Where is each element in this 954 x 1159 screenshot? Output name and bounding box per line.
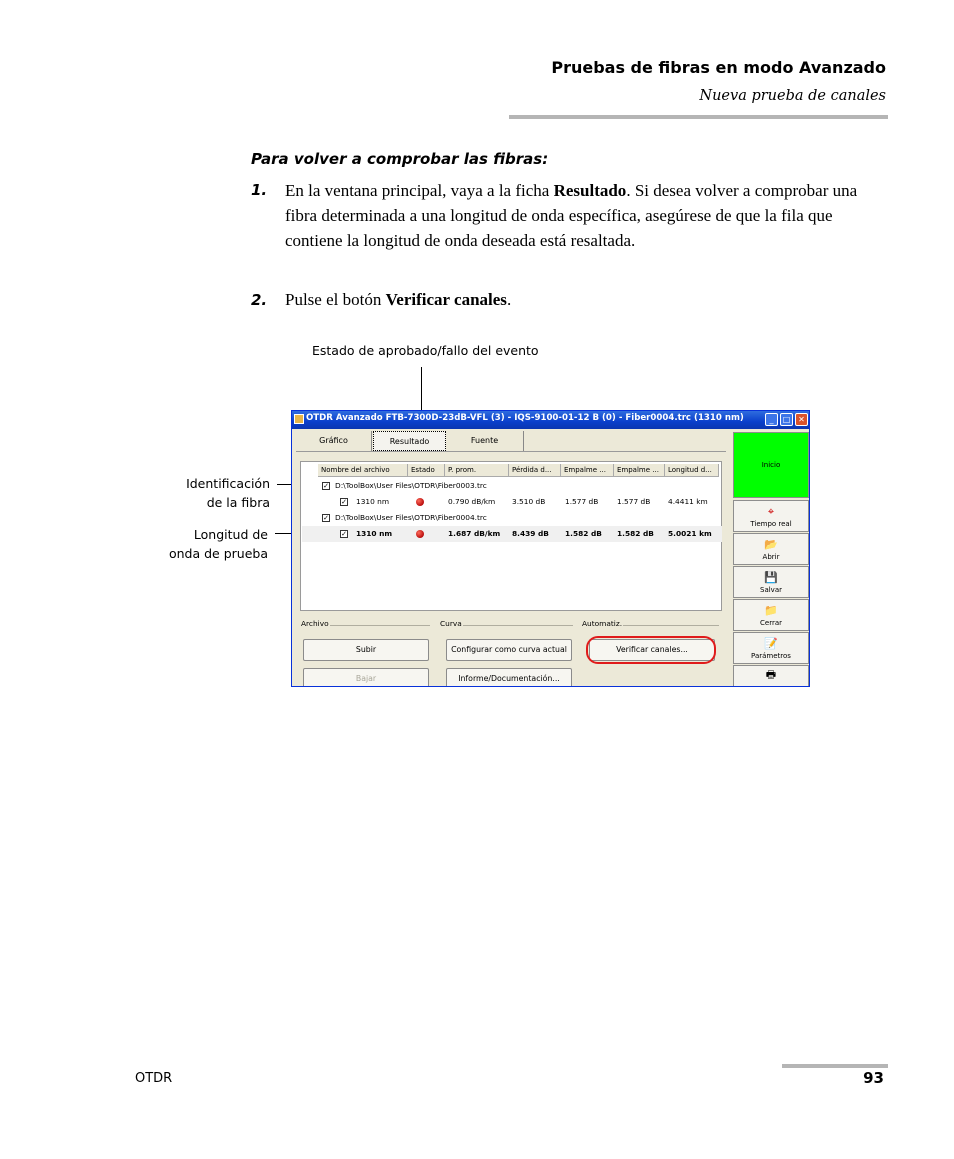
window-title: OTDR Avanzado FTB-7300D-23dB-VFL (3) - IQS-9100-01-12 B (0) - Fiber0004.trc (1310 nm): [306, 413, 744, 423]
length-value: 4.4411 km: [668, 497, 708, 506]
table-row-file-2[interactable]: [302, 510, 722, 526]
step-2-number: 2.: [251, 291, 268, 309]
floppy-disk-icon: 💾: [764, 571, 778, 584]
group-auto-rule: [623, 625, 719, 626]
wavelength: 1310 nm: [356, 497, 390, 506]
start-button[interactable]: Inicio: [733, 432, 809, 498]
set-current-trace-button[interactable]: Configurar como curva actual: [446, 639, 572, 661]
app-icon: [294, 414, 304, 424]
save-button[interactable]: 💾 Salvar: [733, 566, 809, 598]
move-down-button[interactable]: Bajar: [303, 668, 429, 687]
page-number: 93: [863, 1069, 884, 1087]
span-loss-value: 3.510 dB: [512, 497, 546, 506]
print-button[interactable]: [733, 665, 809, 687]
results-table[interactable]: [300, 461, 722, 611]
step-1-number: 1.: [251, 181, 268, 199]
table-row-wave-2-selected[interactable]: [302, 526, 722, 542]
step-2-text: Pulse el botón Verificar canales.: [285, 290, 512, 309]
move-up-button[interactable]: Subir: [303, 639, 429, 661]
report-button[interactable]: Informe/Documentación...: [446, 668, 572, 687]
procedure-title: Para volver a comprobar las fibras:: [251, 150, 549, 168]
callout-status: Estado de aprobado/fallo del evento: [312, 343, 539, 358]
col-avg-loss[interactable]: P. prom.: [445, 464, 509, 477]
length-value: 5.0021 km: [668, 529, 712, 538]
header-rule: [509, 115, 888, 119]
open-button[interactable]: 📂 Abrir: [733, 533, 809, 565]
callout-wavelength: Longitud de onda de prueba: [168, 527, 268, 561]
col-splice-1[interactable]: Empalme ...: [561, 464, 614, 477]
close-button[interactable]: ✕: [795, 413, 808, 426]
callout-fiber-id: Identificación de la fibra: [186, 476, 270, 510]
avg-loss-value: 0.790 dB/km: [448, 497, 496, 506]
group-file-rule: [330, 625, 430, 626]
col-span-loss[interactable]: Pérdida d...: [509, 464, 561, 477]
row-checkbox[interactable]: ✓: [341, 530, 347, 538]
row-checkbox[interactable]: ✓: [341, 498, 347, 506]
file-path: D:\ToolBox\User Files\OTDR\Fiber0004.trc: [335, 513, 487, 522]
printer-icon: 🖶: [765, 668, 777, 681]
row-checkbox[interactable]: ✓: [323, 482, 329, 490]
tab-baseline: [296, 451, 726, 452]
splice-2-value: 1.577 dB: [617, 497, 651, 506]
span-loss-value: 8.439 dB: [512, 529, 549, 538]
footer-rule: [782, 1064, 888, 1068]
col-splice-2[interactable]: Empalme ...: [614, 464, 665, 477]
group-file-label: Archivo: [301, 619, 329, 628]
col-length[interactable]: Longitud d...: [665, 464, 719, 477]
folder-open-icon: 📂: [764, 538, 778, 551]
wavelength: 1310 nm: [356, 529, 393, 538]
footer-product: OTDR: [135, 1071, 173, 1086]
splice-2-value: 1.582 dB: [617, 529, 654, 538]
crosshair-icon: ⌖: [767, 505, 775, 518]
step-1-text: En la ventana principal, vaya a la ficha Resultado. Si desea volver a comprobar una fibra determinada a una longitud de onda específica, asegúrese de que la fila que contiene la longitud de onda deseada está resaltada.: [285, 181, 858, 250]
minimize-button[interactable]: _: [765, 413, 778, 426]
verify-channels-button[interactable]: Verificar canales...: [589, 639, 715, 661]
running-header-subtitle: Nueva prueba de canales: [699, 88, 886, 104]
window-titlebar: [292, 411, 809, 429]
parameters-button[interactable]: 📝 Parámetros: [733, 632, 809, 664]
col-file-name[interactable]: Nombre del archivo: [318, 464, 408, 477]
group-trace-rule: [463, 625, 573, 626]
col-status[interactable]: Estado: [408, 464, 445, 477]
tab-resultado[interactable]: Resultado: [373, 431, 446, 451]
folder-icon: 📁: [764, 604, 778, 617]
avg-loss-value: 1.687 dB/km: [448, 529, 501, 538]
table-row-file-1[interactable]: [302, 478, 722, 494]
real-time-button[interactable]: ⌖ Tiempo real: [733, 500, 809, 532]
tab-fuente[interactable]: Fuente: [446, 431, 524, 451]
splice-1-value: 1.577 dB: [565, 497, 599, 506]
group-auto-label: Automatiz.: [582, 619, 623, 628]
close-file-button[interactable]: 📁 Cerrar: [733, 599, 809, 631]
row-checkbox[interactable]: ✓: [323, 514, 329, 522]
group-trace-label: Curva: [440, 619, 462, 628]
fail-status-icon: [416, 498, 424, 506]
maximize-button[interactable]: □: [780, 413, 793, 426]
otdr-window-screenshot: [291, 410, 810, 687]
tab-grafico[interactable]: Gráfico: [296, 431, 372, 451]
fail-status-icon: [416, 530, 424, 538]
table-row-wave-1[interactable]: [302, 494, 722, 510]
notepad-pencil-icon: 📝: [764, 637, 778, 650]
file-path: D:\ToolBox\User Files\OTDR\Fiber0003.trc: [335, 481, 487, 490]
highlight-oval: [586, 636, 716, 664]
splice-1-value: 1.582 dB: [565, 529, 602, 538]
running-header-title: Pruebas de fibras en modo Avanzado: [551, 58, 886, 77]
